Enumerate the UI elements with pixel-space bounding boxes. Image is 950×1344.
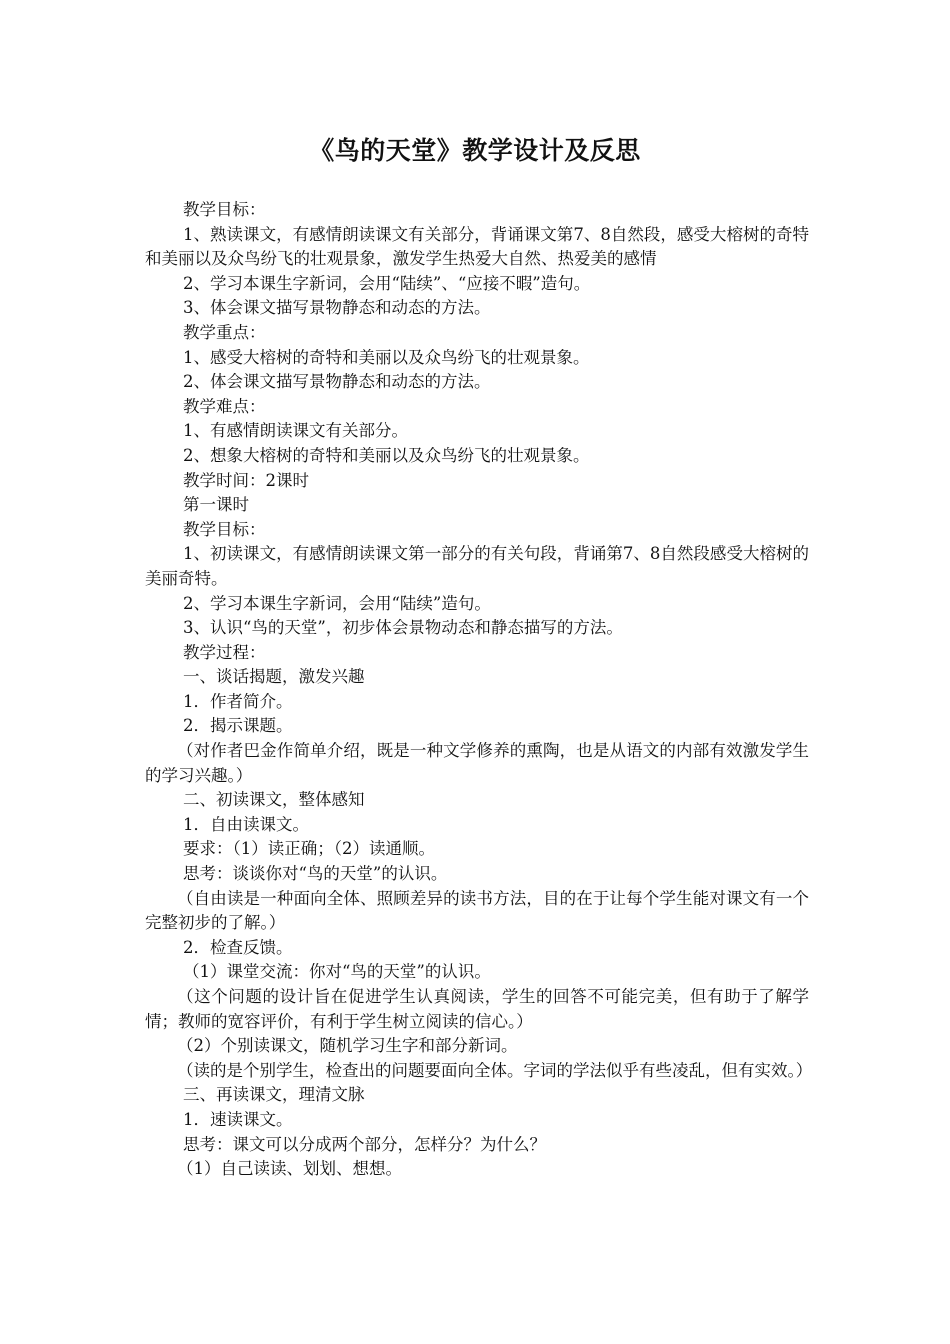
paragraph: 2、体会课文描写景物静态和动态的方法。 [183,372,491,392]
document-body [145,198,813,1182]
paragraph: 1、有感情朗读课文有关部分。 [183,421,408,441]
paragraph: 教学目标： [183,519,266,539]
paragraph: 1．自由读课文。 [183,814,309,834]
paragraph: 教学时间：2课时 [183,470,309,490]
paragraph: 3、认识“鸟的天堂”，初步体会景物动态和静态描写的方法。 [183,618,623,638]
paragraph: 三、再读课文，理清文脉 [183,1085,365,1105]
paragraph: （自由读是一种面向全体、照顾差异的读书方法，目的在于让每个学生能对课文有一个完整初步的了解。） [145,888,809,933]
paragraph: （对作者巴金作简单介绍，既是一种文学修养的熏陶，也是从语文的内部有效激发学生的学习兴趣。） [145,741,809,785]
paragraph: 教学难点： [183,396,266,416]
paragraph: 3、体会课文描写景物静态和动态的方法。 [183,298,491,318]
paragraph: 2、想象大榕树的奇特和美丽以及众鸟纷飞的壮观景象。 [183,445,590,465]
paragraph: 2．检查反馈。 [183,937,293,957]
paragraph: 1．作者简介。 [183,691,293,711]
paragraph: 要求：（1）读正确；（2）读通顺。 [183,839,435,859]
paragraph: 1、初读课文，有感情朗读课文第一部分的有关句段，背诵第7、8自然段感受大榕树的美丽奇特。 [145,544,809,588]
paragraph: 1、熟读课文，有感情朗读课文有关部分，背诵课文第7、8自然段，感受大榕树的奇特和美丽以及众鸟纷飞的壮观景象，激发学生热爱大自然、热爱美的感情 [145,224,809,269]
paragraph: 第一课时 [183,495,249,515]
paragraph: 二、初读课文，整体感知 [183,790,365,810]
paragraph: （2）个别读课文，随机学习生字和部分新词。 [177,1036,518,1056]
paragraph: 思考：课文可以分成两个部分，怎样分？为什么？ [183,1134,546,1154]
paragraph: 教学重点： [183,322,266,342]
paragraph: 一、谈话揭题，激发兴趣 [183,667,365,687]
paragraph: （读的是个别学生，检查出的问题要面向全体。字词的学法似乎有些凌乱，但有实效。） [177,1060,813,1080]
paragraph: （这个问题的设计旨在促进学生认真阅读，学生的回答不可能完美，但有助于了解学情；教师的宽容评价，有利于学生树立阅读的信心。） [145,987,809,1031]
paragraph: 2、学习本课生字新词，会用“陆续”、“应接不暇”造句。 [183,273,591,293]
paragraph: 1．速读课文。 [183,1109,293,1129]
paragraph: 2．揭示课题。 [183,716,293,736]
paragraph: （1）课堂交流：你对“鸟的天堂”的认识。 [183,962,491,982]
document-title: 《鸟的天堂》教学设计及反思 [309,136,641,165]
paragraph: （1）自己读读、划划、想想。 [177,1159,402,1179]
paragraph: 教学过程： [183,642,266,662]
paragraph: 2、学习本课生字新词，会用“陆续”造句。 [183,593,491,613]
paragraph: 1、感受大榕树的奇特和美丽以及众鸟纷飞的壮观景象。 [183,347,590,367]
paragraph: 思考：谈谈你对“鸟的天堂”的认识。 [183,864,448,884]
paragraph: 教学目标： [183,200,266,219]
